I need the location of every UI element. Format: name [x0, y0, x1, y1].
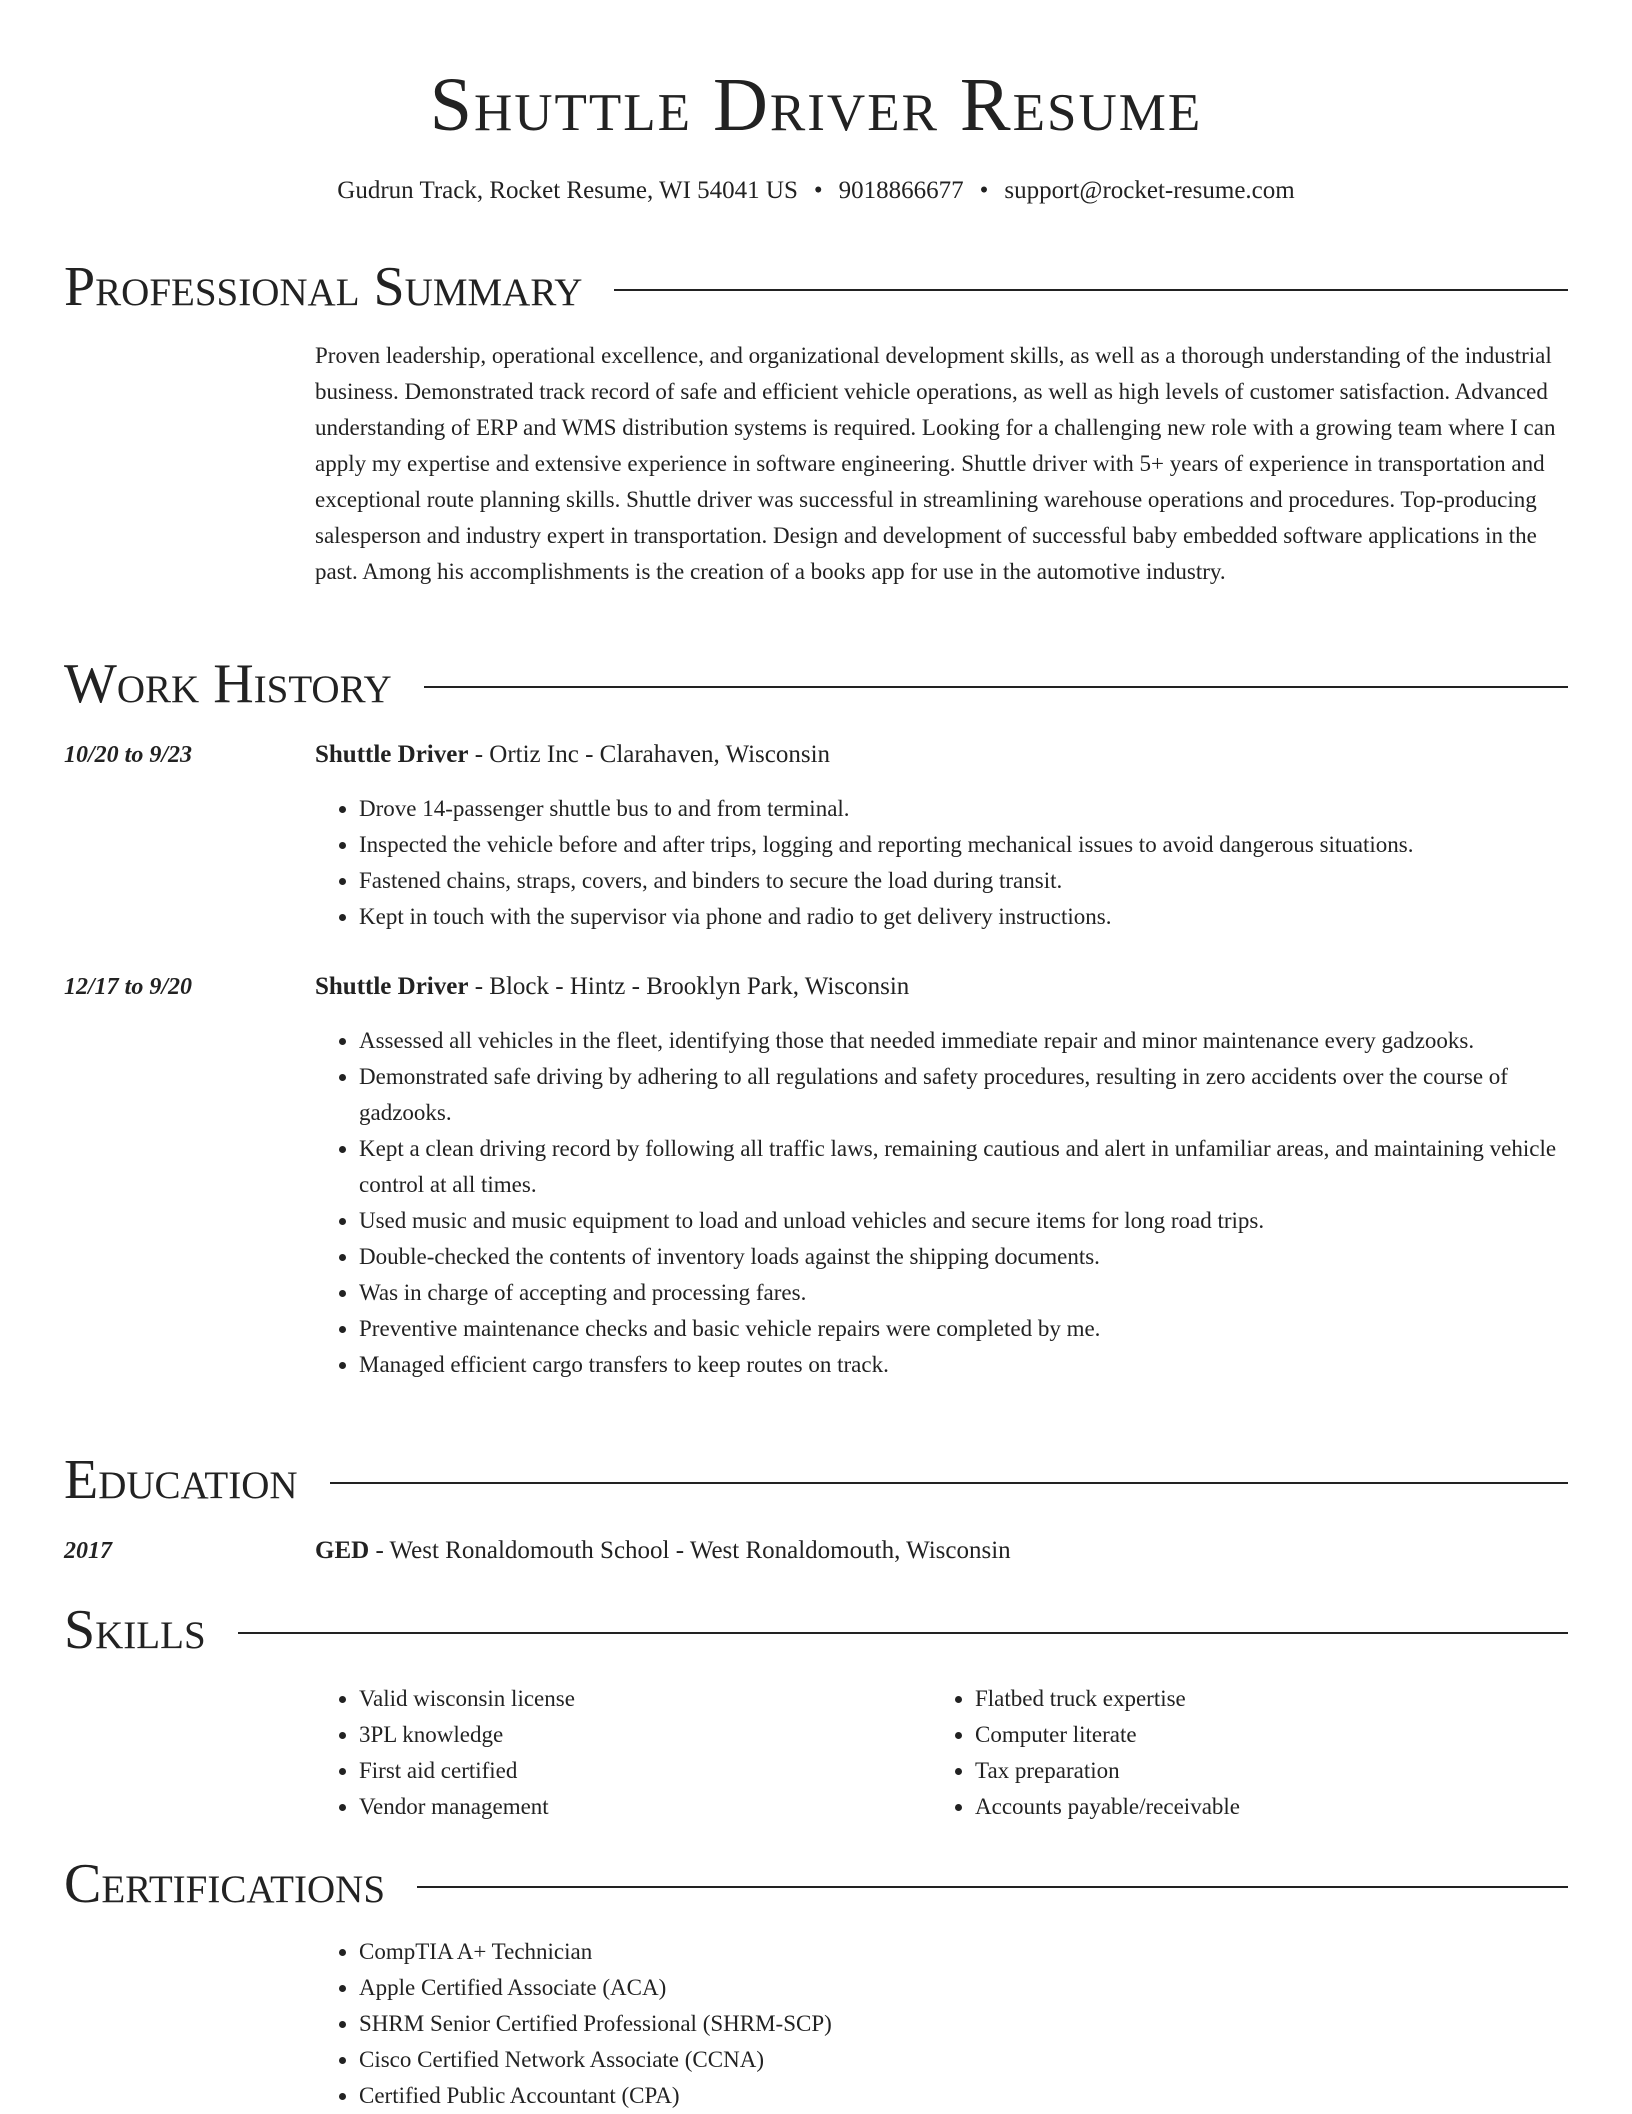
- certifications-section-header: [64, 1853, 1568, 1915]
- list-item: • Used music and music equipment to load and unload vehicles and secure items for long road trips.: [359, 1203, 1568, 1239]
- education-section-header: [64, 1449, 1568, 1511]
- certification-item: • CompTIA A+ Technician: [359, 1934, 1568, 1970]
- contact-line: [0, 174, 1632, 208]
- certification-item: • SHRM Senior Certified Professional (SHRM-SCP): [359, 2006, 1568, 2042]
- skills-column-right: [931, 1681, 1531, 1825]
- list-item: • Inspected the vehicle before and after trips, logging and reporting mechanical issues to avoid dangerous situations.: [359, 827, 1568, 863]
- section-divider: [238, 1632, 1568, 1634]
- list-item: • Demonstrated safe driving by adhering to all regulations and safety procedures, resulting in zero accidents over the course of gadzooks.: [359, 1059, 1568, 1131]
- job-bullets: [315, 791, 1568, 935]
- skill-item: • Computer literate: [975, 1717, 1531, 1753]
- certification-item: • Certified Public Accountant (CPA): [359, 2078, 1568, 2114]
- skills-section-title: Skills: [64, 1599, 206, 1661]
- job-role: Shuttle Driver: [315, 973, 469, 1000]
- section-divider: [614, 289, 1568, 291]
- list-item: • Managed efficient cargo transfers to keep routes on track.: [359, 1347, 1568, 1383]
- job-dates: 12/17 to 9/20: [64, 974, 193, 1000]
- contact-separator: •: [813, 177, 823, 204]
- list-item: • Kept a clean driving record by following all traffic laws, remaining cautious and alert in unfamiliar areas, and maintaining vehicle control at all times.: [359, 1131, 1568, 1203]
- section-divider: [330, 1482, 1568, 1484]
- skill-item: • 3PL knowledge: [359, 1717, 915, 1753]
- summary-section-title: Professional Summary: [64, 256, 583, 318]
- job-details: - Ortiz Inc - Clarahaven, Wisconsin: [468, 741, 831, 768]
- job-role: Shuttle Driver: [315, 741, 469, 768]
- skill-item: • Vendor management: [359, 1789, 915, 1825]
- section-divider: [417, 1886, 1568, 1888]
- section-divider: [424, 686, 1568, 688]
- skill-item: • Valid wisconsin license: [359, 1681, 915, 1717]
- skill-item: • Accounts payable/receivable: [975, 1789, 1531, 1825]
- certifications-section-title: Certifications: [64, 1853, 386, 1915]
- education-year: 2017: [64, 1538, 112, 1564]
- certifications-list: [315, 1934, 1568, 2114]
- summary-section-header: [64, 256, 1568, 318]
- contact-phone: 9018866677: [838, 177, 964, 204]
- job-heading: [315, 969, 1568, 1005]
- list-item: • Kept in touch with the supervisor via phone and radio to get delivery instructions.: [359, 899, 1568, 935]
- list-item: • Preventive maintenance checks and basic vehicle repairs were completed by me.: [359, 1311, 1568, 1347]
- education-section-title: Education: [64, 1449, 298, 1511]
- contact-email: support@rocket-resume.com: [1004, 177, 1295, 204]
- work-section-title: Work History: [64, 653, 392, 715]
- list-item: • Was in charge of accepting and processing fares.: [359, 1275, 1568, 1311]
- certification-item: • Apple Certified Associate (ACA): [359, 1970, 1568, 2006]
- contact-address: Gudrun Track, Rocket Resume, WI 54041 US: [337, 177, 798, 204]
- education-details: - West Ronaldomouth School - West Ronaldomouth, Wisconsin: [369, 1537, 1011, 1564]
- skills-section-header: [64, 1599, 1568, 1661]
- education-degree: GED: [315, 1537, 370, 1564]
- education-heading: [315, 1533, 1568, 1569]
- list-item: • Assessed all vehicles in the fleet, identifying those that needed immediate repair and minor maintenance every gadzooks.: [359, 1023, 1568, 1059]
- job-bullets: [315, 1023, 1568, 1383]
- job-details: - Block - Hintz - Brooklyn Park, Wisconsin: [468, 973, 910, 1000]
- list-item: • Fastened chains, straps, covers, and binders to secure the load during transit.: [359, 863, 1568, 899]
- contact-separator: •: [979, 177, 989, 204]
- job-heading: [315, 737, 1568, 773]
- list-item: • Drove 14-passenger shuttle bus to and from terminal.: [359, 791, 1568, 827]
- summary-body: [315, 338, 1568, 590]
- skills-column-left: [315, 1681, 915, 1825]
- list-item: • Double-checked the contents of inventory loads against the shipping documents.: [359, 1239, 1568, 1275]
- skill-item: • Tax preparation: [975, 1753, 1531, 1789]
- summary-text: Proven leadership, operational excellence, and organizational development skills, as well as a thorough understanding of the industrial business. Demonstrated track record of safe and efficient vehicle operations, as well as high levels of customer satisfaction. Advanced understanding of ERP and WMS distribution systems is required. Looking for a challenging new role with a growing team where I can apply my expertise and extensive experience in software engineering. Shuttle driver with 5+ years of experience in transportation and exceptional route planning skills. Shuttle driver was successful in streamlining warehouse operations and procedures. Top-producing salesperson and industry expert in transportation. Design and development of successful baby embedded software applications in the past. Among his accomplishments is the creation of a books app for use in the automotive industry.: [315, 343, 1556, 584]
- certification-item: • Cisco Certified Network Associate (CCNA): [359, 2042, 1568, 2078]
- resume-name: Shuttle Driver Resume: [429, 63, 1203, 147]
- skill-item: • First aid certified: [359, 1753, 915, 1789]
- work-section-header: [64, 653, 1568, 715]
- job-dates: 10/20 to 9/23: [64, 742, 193, 768]
- skill-item: • Flatbed truck expertise: [975, 1681, 1531, 1717]
